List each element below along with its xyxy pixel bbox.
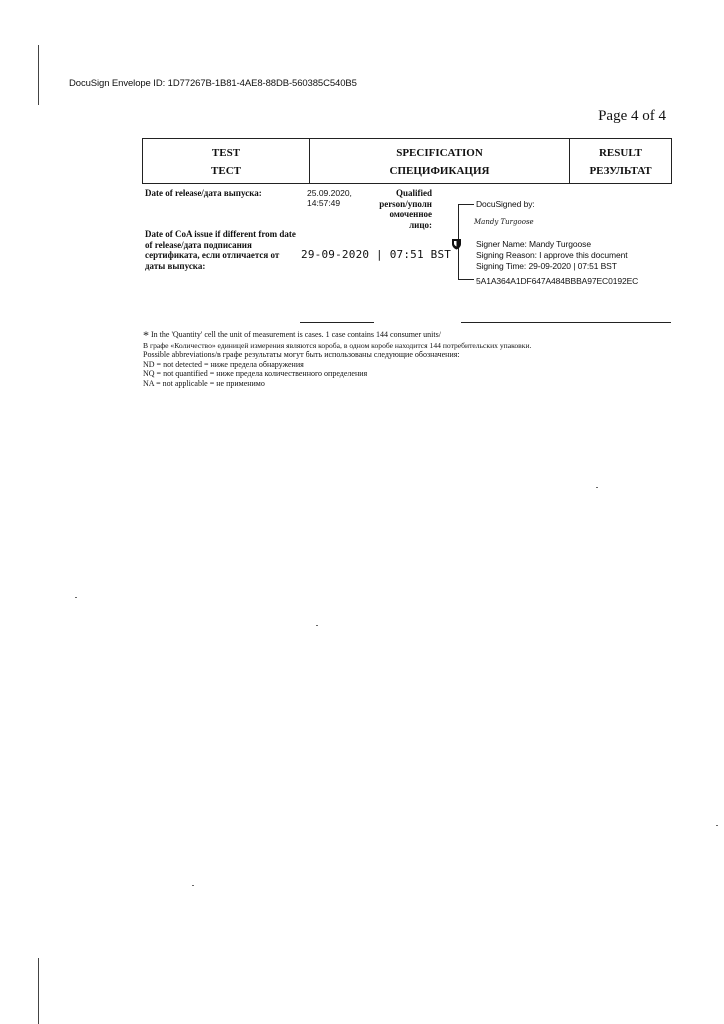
header-result-en: RESULT <box>598 147 642 159</box>
qualified-person-label <box>362 188 432 230</box>
separator-line <box>300 322 374 323</box>
qualified-person-line: лицо: <box>409 219 432 230</box>
footnote-star: * <box>143 328 149 342</box>
coa-issue-line: даты выпуска: <box>145 260 206 271</box>
docusigned-by-label: DocuSigned by: <box>476 199 535 209</box>
release-date-label: Date of release/дата выпуска: <box>145 188 262 198</box>
scan-speck <box>716 825 718 826</box>
scan-speck <box>316 625 318 626</box>
footnote-quantity-en <box>143 330 531 341</box>
footnotes <box>143 330 531 389</box>
page-number: Page 4 of 4 <box>598 108 666 124</box>
coa-issue-label <box>145 229 296 271</box>
release-date-value <box>307 188 352 208</box>
scan-margin-line-bottom <box>38 958 39 1024</box>
docusign-shield-icon <box>451 237 462 255</box>
docusign-bracket-top <box>458 204 474 205</box>
header-test-ru: ТЕСТ <box>211 165 241 177</box>
scan-speck <box>192 885 194 886</box>
header-result <box>570 139 671 183</box>
separator-line <box>461 322 671 323</box>
footnote-abbreviations-intro: Possible abbreviations/в графе результаты могут быть использованы следующие обозначения: <box>143 350 460 360</box>
qualified-person-line: person/уполн <box>379 198 432 209</box>
signing-reason: Signing Reason: I approve this document <box>476 250 628 260</box>
scan-margin-line-top <box>38 45 39 105</box>
header-specification <box>310 139 570 183</box>
scan-speck <box>75 597 77 598</box>
header-test-en: TEST <box>211 147 241 159</box>
footnote-quantity-ru: В графе «Количество» единицей измерения являются коробa, в одном коробе находится 144 потребительских упаковки. <box>143 340 532 350</box>
docusign-hash: 5A1A364A1DF647A484BBBA97EC0192EC <box>476 276 639 286</box>
header-test <box>143 139 310 183</box>
header-spec-en: SPECIFICATION <box>396 147 483 159</box>
scan-speck <box>596 487 598 488</box>
header-spec-ru: СПЕЦИФИКАЦИЯ <box>389 165 490 177</box>
footnote-nq: NQ = not quantified = ниже предела количественного определения <box>143 369 368 379</box>
coa-issue-line: of release/дата подписания <box>145 239 252 250</box>
coa-issue-line: сертификата, если отличается от <box>145 250 280 260</box>
footnote-quantity-en-text: In the 'Quantity' cell the unit of measurement is cases. 1 case contains 144 consumer units/ <box>151 330 441 339</box>
envelope-id: DocuSign Envelope ID: 1D77267B-1B81-4AE8-88DB-560385C540B5 <box>69 78 357 89</box>
signing-time: Signing Time: 29-09-2020 | 07:51 BST <box>476 261 617 271</box>
signer-details <box>476 239 628 272</box>
header-result-ru: РЕЗУЛЬТАТ <box>589 165 652 177</box>
footnote-na: NA = not applicable = не применимо <box>143 378 265 388</box>
handwritten-signature: Mandy Turgoose <box>474 218 534 226</box>
signer-name: Signer Name: Mandy Turgoose <box>476 239 591 249</box>
coa-issue-value: 29-09-2020 | 07:51 BST <box>301 248 452 261</box>
docusign-bracket-bottom <box>458 279 474 280</box>
footnote-nd: ND = not detected = ниже предела обнаружения <box>143 359 304 369</box>
qualified-person-line: омоченное <box>389 209 432 219</box>
qualified-person-line: Qualified <box>395 188 432 198</box>
results-table-header <box>142 138 672 184</box>
coa-issue-line: Date of CoA issue if different from date <box>145 229 296 239</box>
release-time: 14:57:49 <box>307 198 341 208</box>
release-date: 25.09.2020, <box>307 188 352 198</box>
